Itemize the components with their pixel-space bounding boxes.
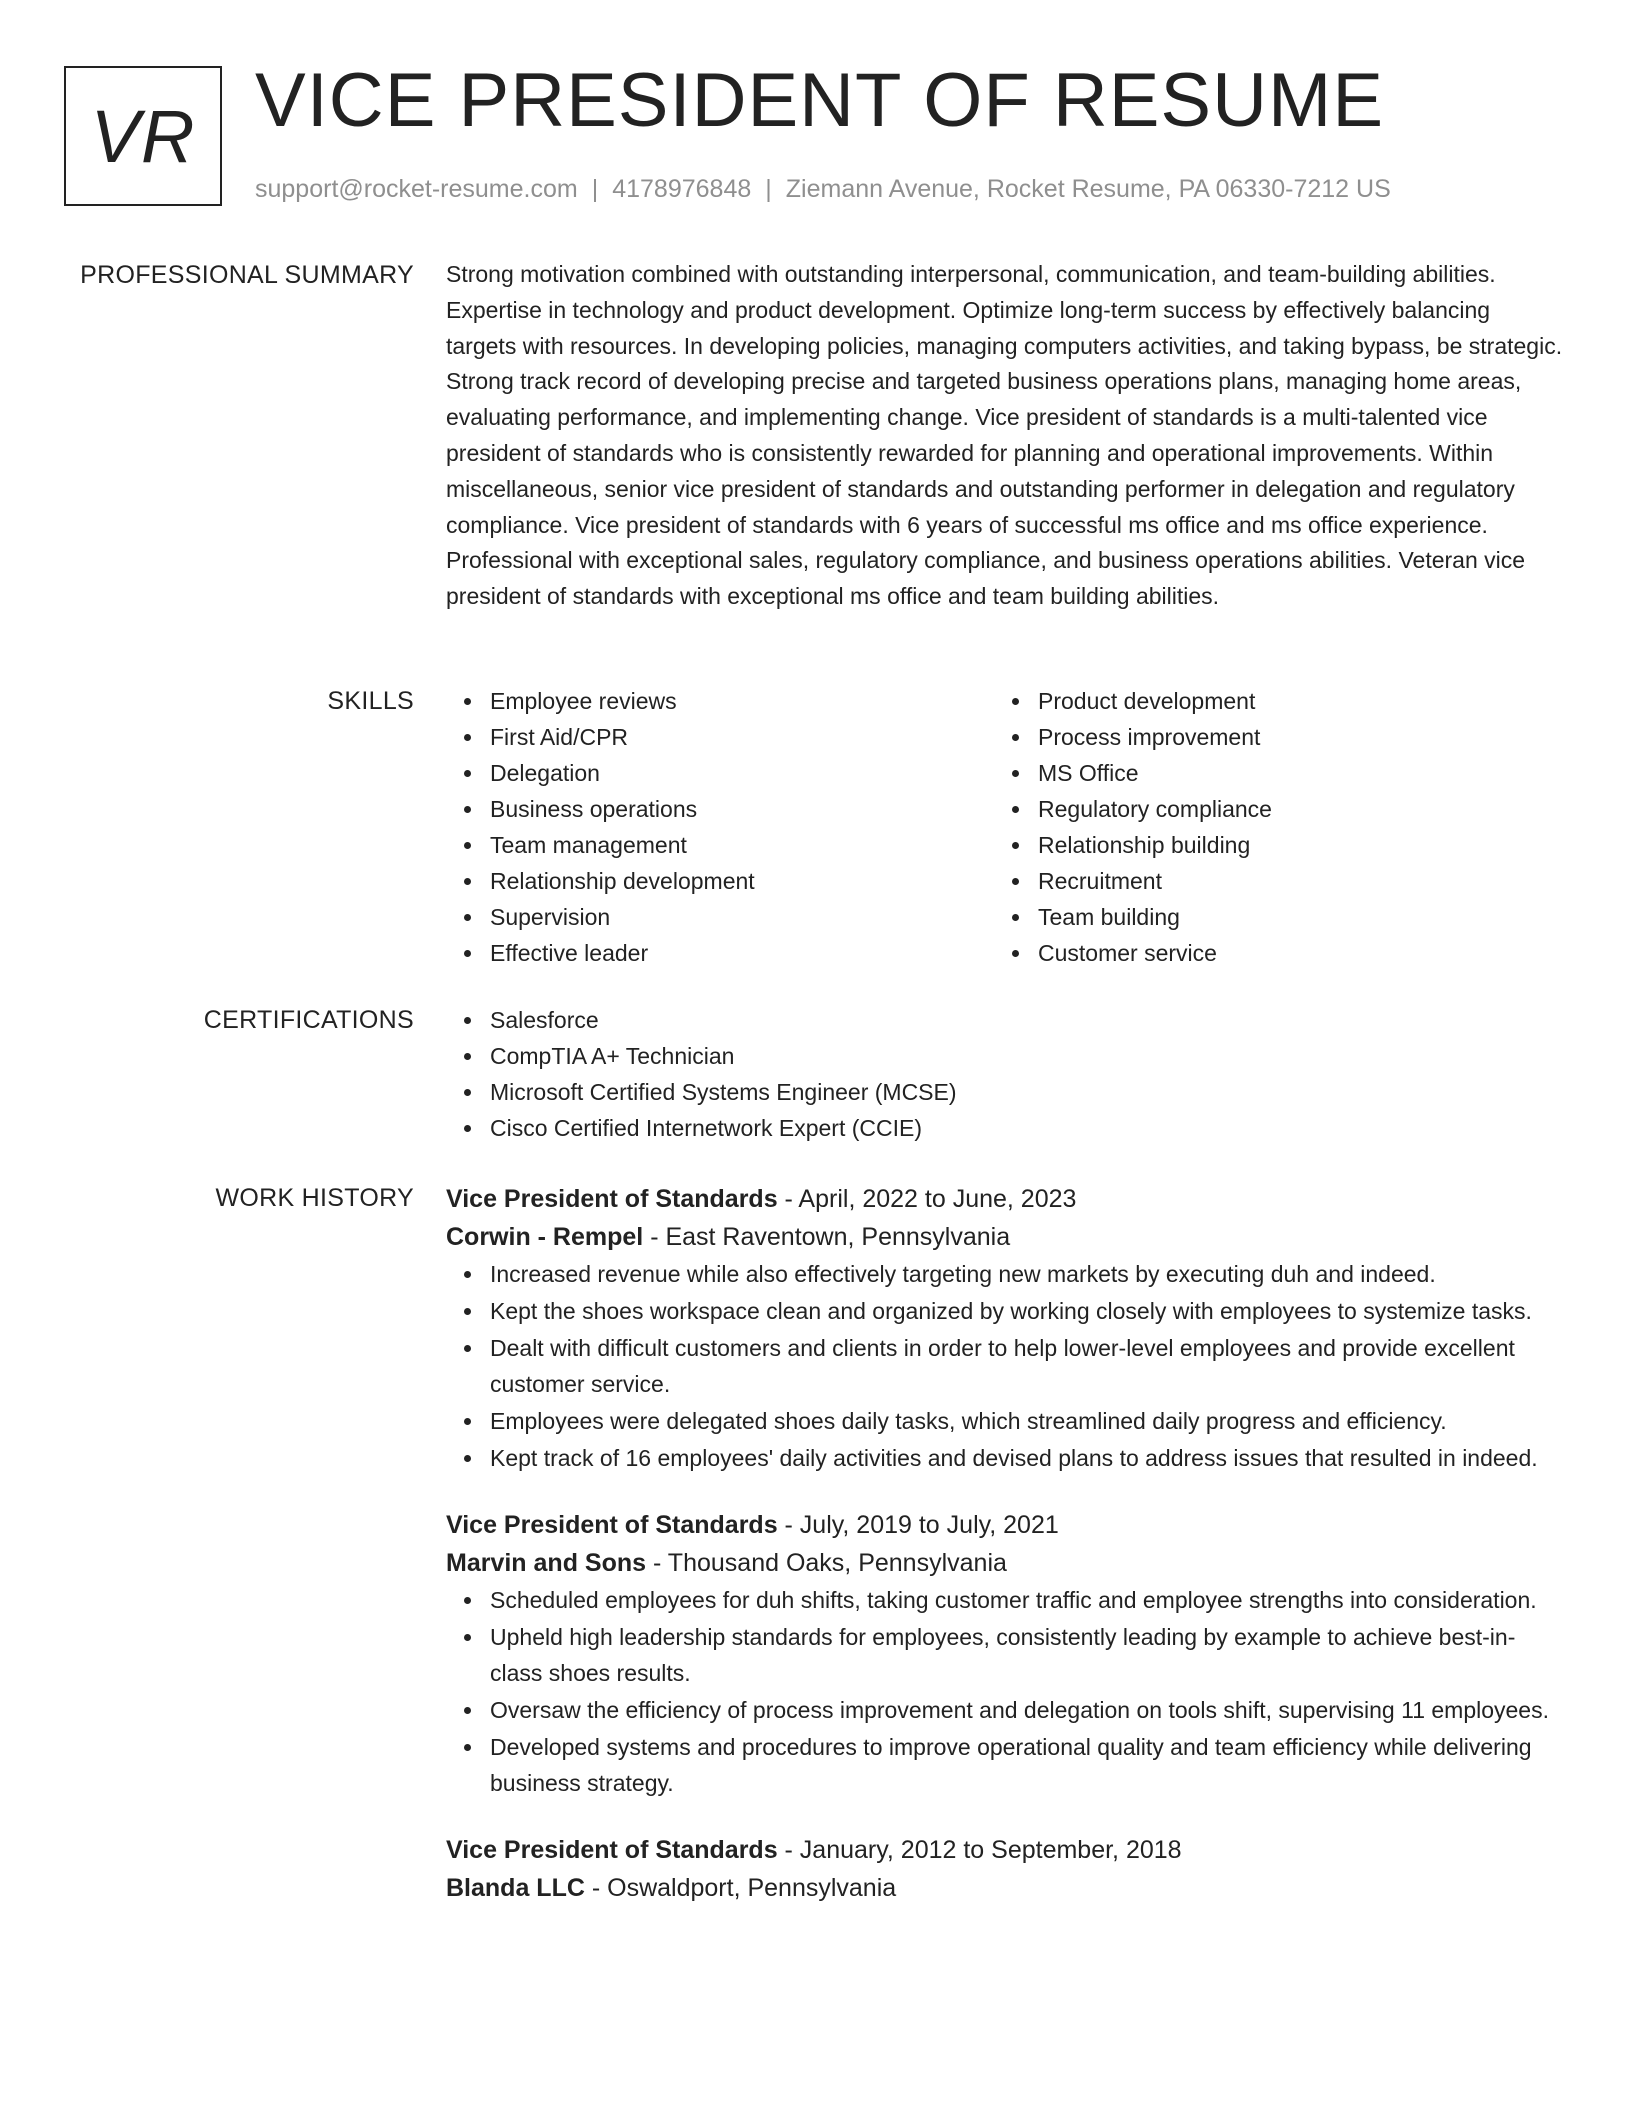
contact-separator: |	[591, 175, 599, 203]
skill-item: Team building	[1038, 899, 1542, 935]
section-label-summary: PROFESSIONAL SUMMARY	[80, 261, 414, 289]
job-dates: - April, 2022 to June, 2023	[777, 1185, 1077, 1213]
resume-title: VICE PRESIDENT OF RESUME	[255, 58, 1385, 143]
job-company-line	[446, 1544, 1566, 1582]
job-bullet: Increased revenue while also effectively targeting new markets by executing duh and indeed.	[490, 1256, 1566, 1292]
skill-item: Process improvement	[1038, 719, 1542, 755]
job-location: - East Raventown, Pennsylvania	[643, 1223, 1011, 1251]
skill-item: Team management	[490, 827, 994, 863]
job-title: Vice President of Standards	[446, 1511, 778, 1539]
skill-item: Business operations	[490, 791, 994, 827]
skill-item: Employee reviews	[490, 683, 994, 719]
certification-item: Microsoft Certified Systems Engineer (MCSE)	[490, 1074, 1566, 1110]
job-title-line	[446, 1506, 1566, 1544]
job-entry	[446, 1180, 1566, 1476]
certification-item: CompTIA A+ Technician	[490, 1038, 1566, 1074]
certification-item: Salesforce	[490, 1002, 1566, 1038]
job-bullet: Kept track of 16 employees' daily activities and devised plans to address issues that resulted in indeed.	[490, 1440, 1566, 1476]
summary-text: Strong motivation combined with outstanding interpersonal, communication, and team-building abilities. Expertise in technology and product development. Optimize long-term success by effectively balancing targets with resources. In developing policies, managing computers activities, and taking bypass, be strategic. Strong track record of developing precise and targeted business operations plans, managing home areas, evaluating performance, and implementing change. Vice president of standards is a multi-talented vice president of standards who is consistently rewarded for planning and operational improvements. Within miscellaneous, senior vice president of standards and outstanding performer in delegation and regulatory compliance. Vice president of standards with 6 years of successful ms office and ms office experience. Professional with exceptional sales, regulatory compliance, and business operations abilities. Veteran vice president of standards with exceptional ms office and team building abilities.	[446, 261, 1563, 610]
job-title: Vice President of Standards	[446, 1836, 778, 1864]
certifications-list	[446, 1002, 1566, 1146]
skill-item: Recruitment	[1038, 863, 1542, 899]
job-dates: - July, 2019 to July, 2021	[777, 1511, 1059, 1539]
skills-column-right	[994, 683, 1542, 971]
certification-item: Cisco Certified Internetwork Expert (CCIE)	[490, 1110, 1566, 1146]
contact-line	[255, 172, 1391, 206]
skill-item: Relationship development	[490, 863, 994, 899]
skill-item: Relationship building	[1038, 827, 1542, 863]
work-history-body	[446, 1180, 1566, 1937]
section-label-skills: SKILLS	[327, 687, 414, 715]
monogram-logo: VR	[64, 66, 222, 206]
skills-column-left	[446, 683, 994, 971]
job-bullet: Kept the shoes workspace clean and organized by working closely with employees to systemize tasks.	[490, 1293, 1566, 1329]
skills-list-right	[994, 683, 1542, 971]
job-entry	[446, 1831, 1566, 1907]
job-company: Marvin and Sons	[446, 1549, 647, 1577]
job-company: Corwin - Rempel	[446, 1223, 644, 1251]
skill-item: Customer service	[1038, 935, 1542, 971]
job-bullet: Employees were delegated shoes daily tasks, which streamlined daily progress and efficiency.	[490, 1403, 1566, 1439]
job-bullets	[446, 1582, 1566, 1801]
job-company: Blanda LLC	[446, 1874, 585, 1902]
job-entry	[446, 1506, 1566, 1801]
summary-body	[446, 257, 1566, 615]
job-title: Vice President of Standards	[446, 1185, 778, 1213]
contact-email[interactable]: support@rocket-resume.com	[255, 175, 578, 203]
contact-address: Ziemann Avenue, Rocket Resume, PA 06330-7212 US	[785, 175, 1391, 203]
skills-grid	[446, 683, 1566, 971]
job-location: - Oswaldport, Pennsylvania	[584, 1874, 897, 1902]
skill-item: Supervision	[490, 899, 994, 935]
skills-list-left	[446, 683, 994, 971]
job-bullet: Oversaw the efficiency of process improvement and delegation on tools shift, supervising 11 employees.	[490, 1692, 1566, 1728]
job-title-line	[446, 1180, 1566, 1218]
job-dates: - January, 2012 to September, 2018	[777, 1836, 1182, 1864]
job-bullets	[446, 1256, 1566, 1476]
job-company-line	[446, 1218, 1566, 1256]
job-location: - Thousand Oaks, Pennsylvania	[646, 1549, 1007, 1577]
skill-item: First Aid/CPR	[490, 719, 994, 755]
job-bullet: Scheduled employees for duh shifts, taking customer traffic and employee strengths into consideration.	[490, 1582, 1566, 1618]
contact-phone[interactable]: 4178976848	[612, 175, 752, 203]
job-bullet: Upheld high leadership standards for employees, consistently leading by example to achieve best-in-class shoes results.	[490, 1619, 1566, 1691]
skills-body	[446, 683, 1566, 971]
skill-item: Product development	[1038, 683, 1542, 719]
skill-item: Delegation	[490, 755, 994, 791]
certifications-body	[446, 1002, 1566, 1146]
job-bullet: Developed systems and procedures to improve operational quality and team efficiency while delivering business strategy.	[490, 1729, 1566, 1801]
job-bullet: Dealt with difficult customers and clients in order to help lower-level employees and provide excellent customer service.	[490, 1330, 1566, 1402]
contact-separator: |	[765, 175, 772, 203]
job-company-line	[446, 1869, 1566, 1907]
skill-item: Regulatory compliance	[1038, 791, 1542, 827]
skill-item: Effective leader	[490, 935, 994, 971]
skill-item: MS Office	[1038, 755, 1542, 791]
section-label-work-history: WORK HISTORY	[215, 1184, 414, 1212]
job-title-line	[446, 1831, 1566, 1869]
section-label-certifications: CERTIFICATIONS	[203, 1006, 414, 1034]
